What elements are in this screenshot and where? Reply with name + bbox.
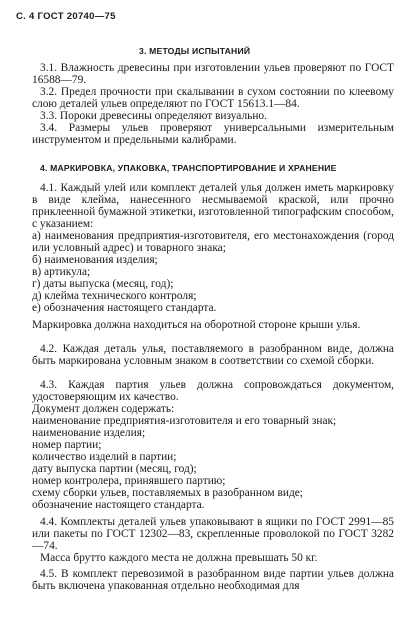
section-3-title: 3. МЕТОДЫ ИСПЫТАНИЙ (139, 46, 251, 56)
document-list-item: номер партии; (32, 439, 102, 451)
paragraph-3-1: 3.1. Влажность древесины при изготовлении ульев проверяют по ГОСТ 16588—79. (32, 62, 394, 86)
paragraph-4-4-mass: Масса брутто каждого места не должна превышать 50 кг. (40, 552, 318, 564)
document-list-item: обозначение настоящего стандарта. (32, 499, 205, 511)
marking-list-item: б) наименования изделия; (32, 254, 158, 266)
page-header: С. 4 ГОСТ 20740—75 (16, 11, 116, 22)
paragraph-4-3: 4.3. Каждая партия ульев должна сопровождаться документом, удостоверяющим их качество. (32, 379, 394, 403)
document-list-item: наименование предприятия-изготовителя и его товарный знак; (32, 415, 337, 427)
paragraph-4-1-marking: Маркировка должна находиться на оборотной стороне крыши улья. (32, 319, 361, 331)
document-list-item: наименование изделия; (32, 427, 146, 439)
document-list-item: дату выпуска партии (месяц, год); (32, 463, 197, 475)
marking-list-item: е) обозначения настоящего стандарта. (32, 302, 217, 314)
marking-list-item: а) наименования предприятия-изготовителя, его местонахождения (город или условный адрес) и товарного знака; (32, 230, 394, 254)
marking-list-item: в) артикула; (32, 266, 91, 278)
document-contents-intro: Документ должен содержать: (32, 403, 175, 415)
paragraph-3-4: 3.4. Размеры ульев проверяют универсальными измерительным инструментом и предельными калибрами. (32, 122, 394, 146)
paragraph-4-5: 4.5. В комплект перевозимой в разобранном виде партии ульев должна быть включена упакованная отдельно необходимая для (32, 568, 394, 592)
section-4-title: 4. МАРКИРОВКА, УПАКОВКА, ТРАНСПОРТИРОВАНИЕ И ХРАНЕНИЕ (40, 163, 337, 173)
paragraph-3-2: 3.2. Предел прочности при скалывании в сухом состоянии по клеевому слою деталей ульев определяют по ГОСТ 15613.1—84. (32, 86, 394, 110)
marking-list-item: г) даты выпуска (месяц, год); (32, 278, 174, 290)
document-list-item: номер контролера, принявшего партию; (32, 475, 226, 487)
paragraph-4-1: 4.1. Каждый улей или комплект деталей улья должен иметь маркировку в виде клейма, нанесенного несмываемой краской, или прочно приклеенной бумажной этикетки, изготовленной типографским способом, с указанием: (32, 182, 394, 230)
paragraph-3-3: 3.3. Пороки древесины определяют визуально. (40, 110, 267, 122)
document-list-item: схему сборки ульев, поставляемых в разобранном виде; (32, 487, 303, 499)
marking-list-item: д) клейма технического контроля; (32, 290, 197, 302)
document-list-item: количество изделий в партии; (32, 451, 177, 463)
paragraph-4-2: 4.2. Каждая деталь улья, поставляемого в разобранном виде, должна быть маркирована условным знаком в соответствии со схемой сборки. (32, 343, 394, 367)
paragraph-4-4: 4.4. Комплекты деталей ульев упаковывают в ящики по ГОСТ 2991—85 или пакеты по ГОСТ 12302—83, скрепленные проволокой по ГОСТ 3282—74. (32, 516, 394, 552)
